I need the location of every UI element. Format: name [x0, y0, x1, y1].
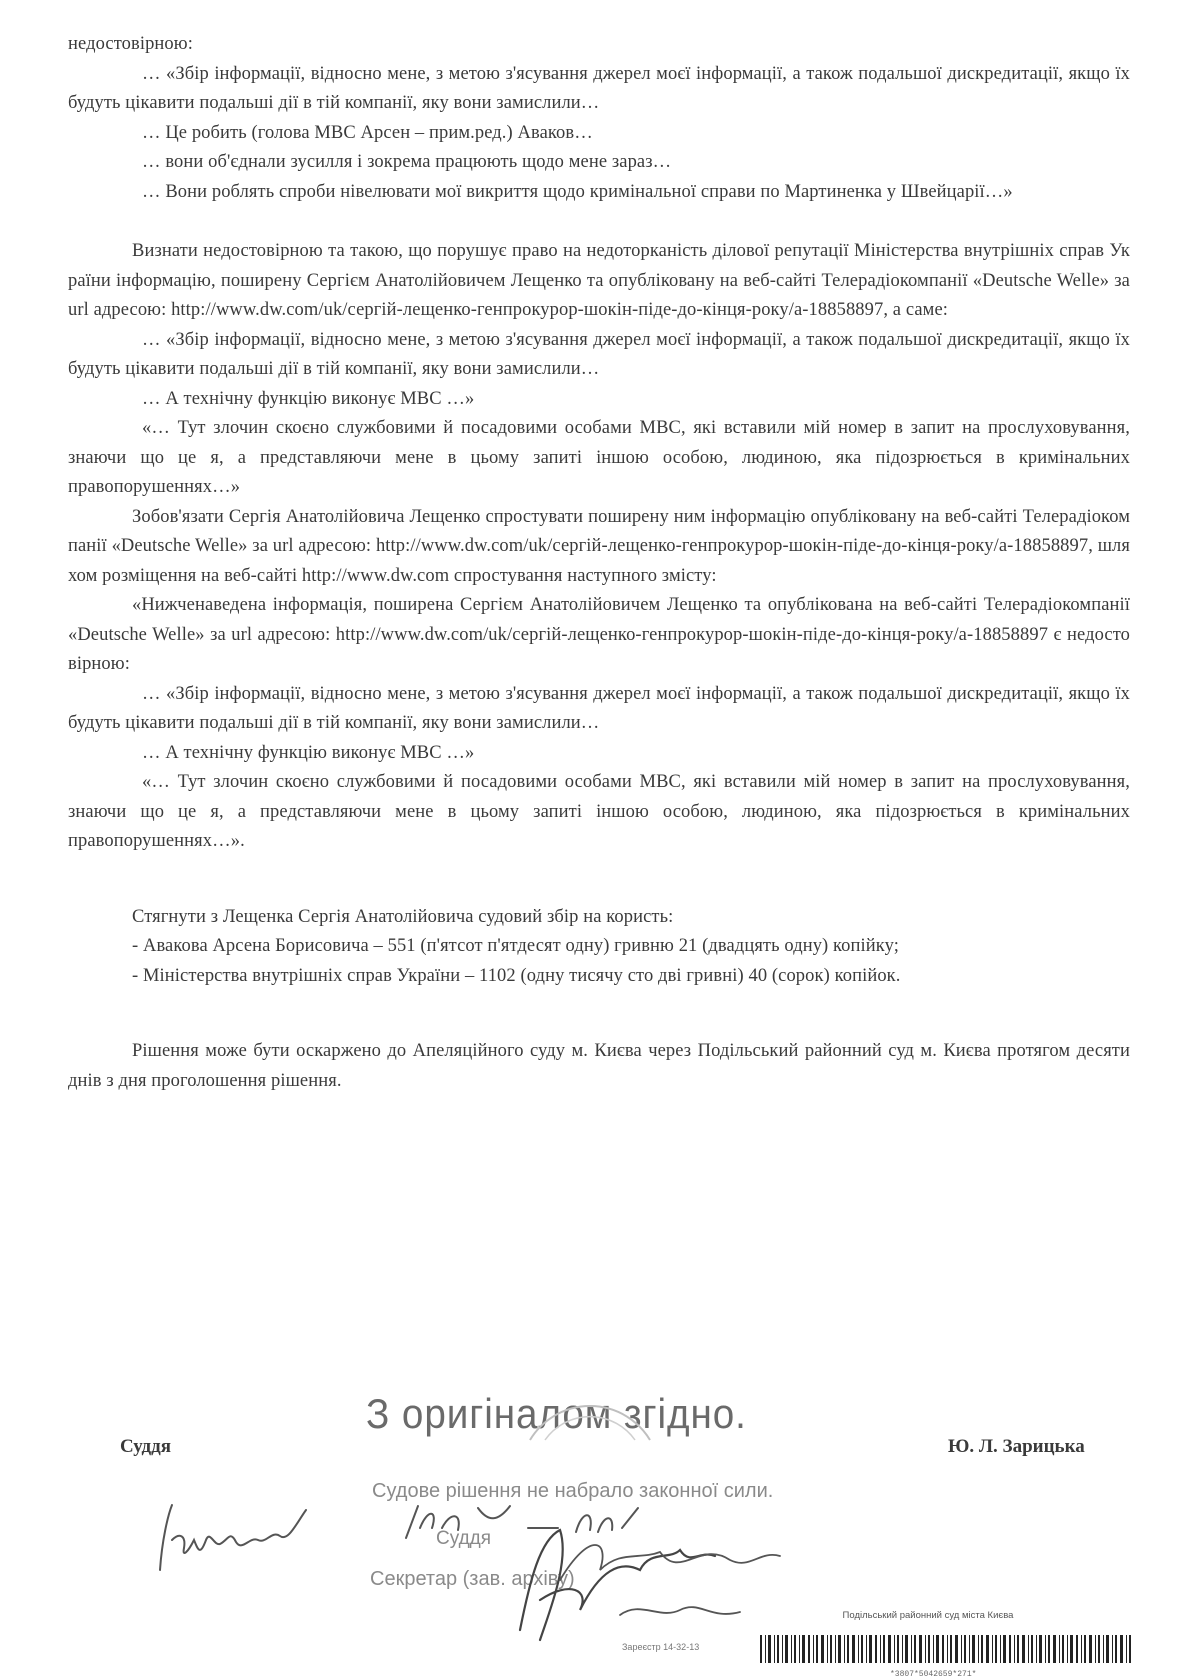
signature-block [0, 1380, 1200, 1680]
fee-item: - Авакова Арсена Борисовича – 551 (п'ятсот п'ятдесят одну) гривню 21 (двадцять одну) копійку; [132, 936, 899, 956]
certification-stamp-line: Судове рішення не набрало законної сили. [372, 1480, 774, 1502]
ruling-paragraph: Стягнути з Лещенка Сергія Анатолійовича судовий збір на користь: [132, 906, 674, 927]
quote-paragraph: «… Тут злочин скоєно службовими й посадовими особами МВС, які вставили мій номер в запит на прослуховування, знаючи що це я, а представляючи мене в цьому запиті іншою особою, людиною, яка підозрюється в кримінальних правопорушеннях…». [68, 772, 1130, 851]
court-caption: Подільський районний суд міста Києва [842, 1610, 1014, 1621]
quote-paragraph: … А технічну функцію виконує МВС …» [142, 742, 475, 763]
barcode-icon [760, 1635, 1140, 1667]
ruling-paragraph: Зобов'язати Сергія Анатолійовича Лещенко спростувати поширену ним інформацію опубліковану на веб-сайті Телерадіокомпанії «Deutsche Welle» за url адресою: http://www.dw.com/uk/сергій-лещенко-генпрокурор-шокін-піде-до-кінця-року/a-18858897, шляхом розміщення на веб-сайті http://www.dw.com спростування наступного змісту: [68, 506, 1130, 586]
round-seal-icon [520, 1370, 660, 1450]
fee-item: - Міністерства внутрішніх справ України – 1102 (одну тисячу сто дві гривні) 40 (сорок) копійок. [132, 965, 901, 986]
stamp-judge-label: Суддя [436, 1528, 492, 1549]
quote-paragraph: … вони об'єднали зусилля і зокрема працюють щодо мене зараз… [142, 152, 672, 172]
quote-paragraph: … А технічну функцію виконує МВС …» [142, 388, 475, 409]
judge-name: Ю. Л. Зарицька [948, 1436, 1085, 1457]
ruling-paragraph: Визнати недостовірною та такою, що порушує право на недоторканість ділової репутації Міністерства внутрішніх справ України інформацію, поширену Сергієм Анатолійовичем Лещенко та опубліковану на веб-сайті Телерадіокомпанії «Deutsche Welle» за url адресою: http://www.dw.com/uk/сергій-лещенко-генпрокурор-шокін-піде-до-кінця-року/a-18858897, а саме: [68, 241, 1130, 320]
quote-paragraph: … «Збір інформації, відносно мене, з метою з'ясування джерел моєї інформації, а також подальшої дискредитації, якщо їх будуть цікавити подальші дії в тій компанії, яку вони замислили… [68, 329, 1130, 379]
judge-signature-icon [150, 1500, 320, 1580]
stamp-secretary-label: Секретар (зав. архіву) [370, 1568, 575, 1590]
quote-paragraph: «… Тут злочин скоєно службовими й посадовими особами МВС, які вставили мій номер в запит на прослуховування, знаючи що це я, а представляючи мене в цьому запиті іншою особою, людиною, яка підозрюється в кримінальних правопорушеннях…» [68, 418, 1130, 497]
quote-paragraph: … «Збір інформації, відносно мене, з метою з'ясування джерел моєї інформації, а також подальшої дискредитації, якщо їх будуть цікавити подальші дії в тій компанії, яку вони замислили… [68, 683, 1130, 733]
decision-body [68, 30, 1130, 1096]
refutation-paragraph: «Нижченаведена інформація, поширена Сергієм Анатолійовичем Лещенко та опублікована на веб-сайті Телерадіокомпанії «Deutsche Welle» за url адресою: http://www.dw.com/uk/сергій-лещенко-генпрокурор-шокін-піде-до-кінця-року/a-18858897 є недостовірною: [68, 595, 1130, 674]
appeal-paragraph: Рішення може бути оскаржено до Апеляційного суду м. Києва через Подільський районний суд м. Києва протягом десяти днів з дня проголошення рішення. [68, 1041, 1130, 1091]
judge-label: Суддя [120, 1436, 172, 1457]
quote-paragraph: … Це робить (голова МВС Арсен – прим.ред.) Аваков… [142, 122, 593, 143]
paragraph: недостовірною: [68, 34, 193, 54]
certification-stamp-title: З оригіналом згідно. [366, 1390, 747, 1437]
quote-paragraph: … «Збір інформації, відносно мене, з метою з'ясування джерел моєї інформації, а також подальшої дискредитації, якщо їх будуть цікавити подальші дії в тій компанії, яку вони замислили… [68, 63, 1130, 113]
registration-number: Зареєстр 14-32-13 [622, 1642, 700, 1652]
quote-paragraph: … Вони роблять спроби нівелювати мої викриття щодо кримінальної справи по Мартиненка у Швейцарії…» [142, 181, 1013, 202]
secretary-signature-icon [500, 1520, 800, 1650]
barcode-number: *3807*5042659*271* [890, 1670, 977, 1679]
